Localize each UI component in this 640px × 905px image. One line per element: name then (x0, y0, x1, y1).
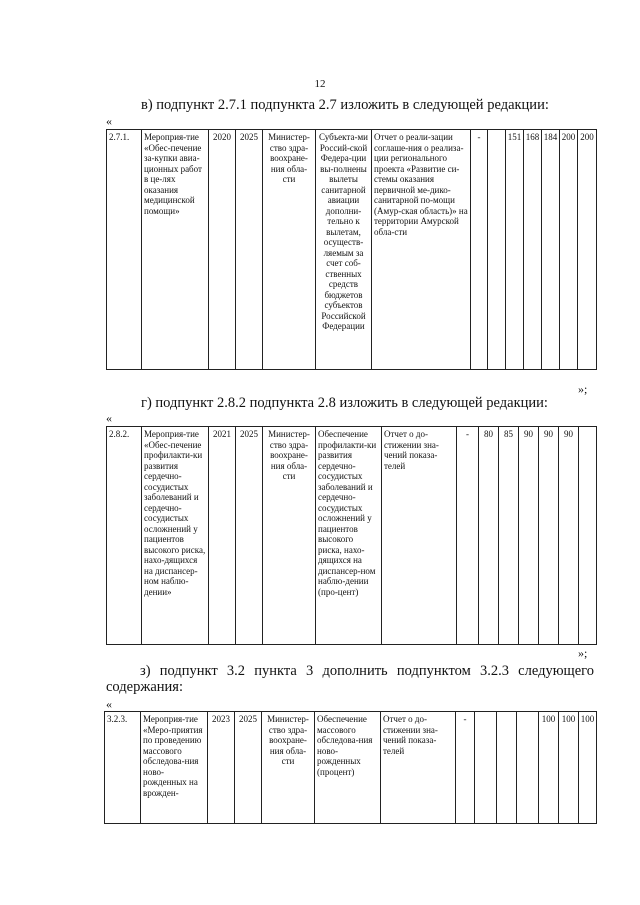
cell-value-blank (579, 427, 597, 645)
cell-year-start: 2021 (209, 427, 236, 645)
close-quote: »; (578, 646, 588, 660)
cell-code: 2.7.1. (107, 130, 142, 370)
cell-value-5: 200 (560, 130, 578, 370)
cell-value-2: 151 (506, 130, 524, 370)
cell-value-4: 184 (542, 130, 560, 370)
cell-executor: Министер-ство здра-воохране-ния обла-сти (263, 427, 316, 645)
open-quote: « (106, 114, 112, 128)
cell-value-blank (488, 130, 506, 370)
cell-year-end: 2025 (236, 427, 263, 645)
cell-value-3 (497, 712, 517, 824)
section-heading-2-7-1: в) подпункт 2.7.1 подпункта 2.7 изложить в следующей редакции: (141, 97, 549, 113)
cell-value-1: - (456, 712, 475, 824)
open-quote: « (106, 697, 112, 711)
cell-value-6: 200 (578, 130, 597, 370)
cell-executor: Министер-ство здра-воохране-ния обла-сти (263, 130, 316, 370)
table-2-8-2 (106, 426, 597, 645)
cell-result: Отчет о до-стижении зна-чений показа-телей (382, 427, 457, 645)
cell-indicator: Обеспечение профилакти-ки развития сердечно-сосудистых заболеваний и сердечно-сосудистых осложнений у пациентов высокого риска, нахо-дящихся на диспансер-ном наблю-дении (про-цент) (316, 427, 382, 645)
table-row (105, 712, 597, 824)
table-3-2-3 (104, 711, 597, 824)
cell-name: Мероприя-тие «Обес-печение за-купки авиа-ционных работ в це-лях оказания медицинской помощи» (142, 130, 209, 370)
cell-code: 2.8.2. (107, 427, 142, 645)
cell-value-5: 90 (539, 427, 559, 645)
cell-value-3: 85 (499, 427, 519, 645)
cell-value-1: - (471, 130, 488, 370)
cell-value-1: - (457, 427, 479, 645)
cell-year-start: 2023 (208, 712, 235, 824)
cell-year-end: 2025 (235, 712, 262, 824)
table-row (107, 427, 597, 645)
cell-year-end: 2025 (236, 130, 263, 370)
cell-value-5: 100 (559, 712, 579, 824)
cell-indicator: Субъекта-ми Россий-ской Федера-ции вы-полнены вылеты санитарной авиации дополни-тельно к вылетам, осуществ-ляемым за счет соб-ственных средств бюджетов субъектов Российской Федерации (316, 130, 372, 370)
cell-value-4: 90 (519, 427, 539, 645)
cell-value-4: 100 (539, 712, 559, 824)
cell-value-6: 100 (579, 712, 597, 824)
cell-value-blank (517, 712, 539, 824)
cell-result: Отчет о реали-зации соглаше-ния о реализа-ции регионального проекта «Развитие си-стемы оказания первичной ме-дико-санитарной по-мощи (Амур-ская область)» на территории Амурской обла-сти (372, 130, 471, 370)
table-row (107, 130, 597, 370)
table-2-7-1 (106, 129, 597, 370)
cell-result: Отчет о до-стижении зна-чений показа-телей (381, 712, 456, 824)
close-quote: »; (578, 382, 588, 396)
cell-value-3: 168 (524, 130, 542, 370)
section-heading-2-8-2: г) подпункт 2.8.2 подпункта 2.8 изложить в следующей редакции: (141, 395, 548, 411)
section-heading-3-2-3: з) подпункт 3.2 пункта 3 дополнить подпунктом 3.2.3 следующего содержания: (106, 663, 594, 695)
cell-code: 3.2.3. (105, 712, 141, 824)
cell-executor: Министер-ство здра-воохране-ния обла-сти (262, 712, 315, 824)
cell-value-2: 80 (479, 427, 499, 645)
cell-value-6: 90 (559, 427, 579, 645)
cell-name: Мероприя-тие «Обес-печение профилакти-ки развития сердечно-сосудистых заболеваний и сердечно-сосудистых осложнений у пациентов высокого риска, нахо-дящихся на диспансер-ном наблю-дении» (142, 427, 209, 645)
cell-name: Мероприя-тие «Меро-приятия по проведению массового обследова-ния ново-рожденных на врожден- (141, 712, 208, 824)
cell-year-start: 2020 (209, 130, 236, 370)
page-number: 12 (314, 78, 326, 90)
cell-value-2 (475, 712, 497, 824)
open-quote: « (106, 411, 112, 425)
cell-indicator: Обеспечение массового обследова-ния ново-рожденных (процент) (315, 712, 381, 824)
